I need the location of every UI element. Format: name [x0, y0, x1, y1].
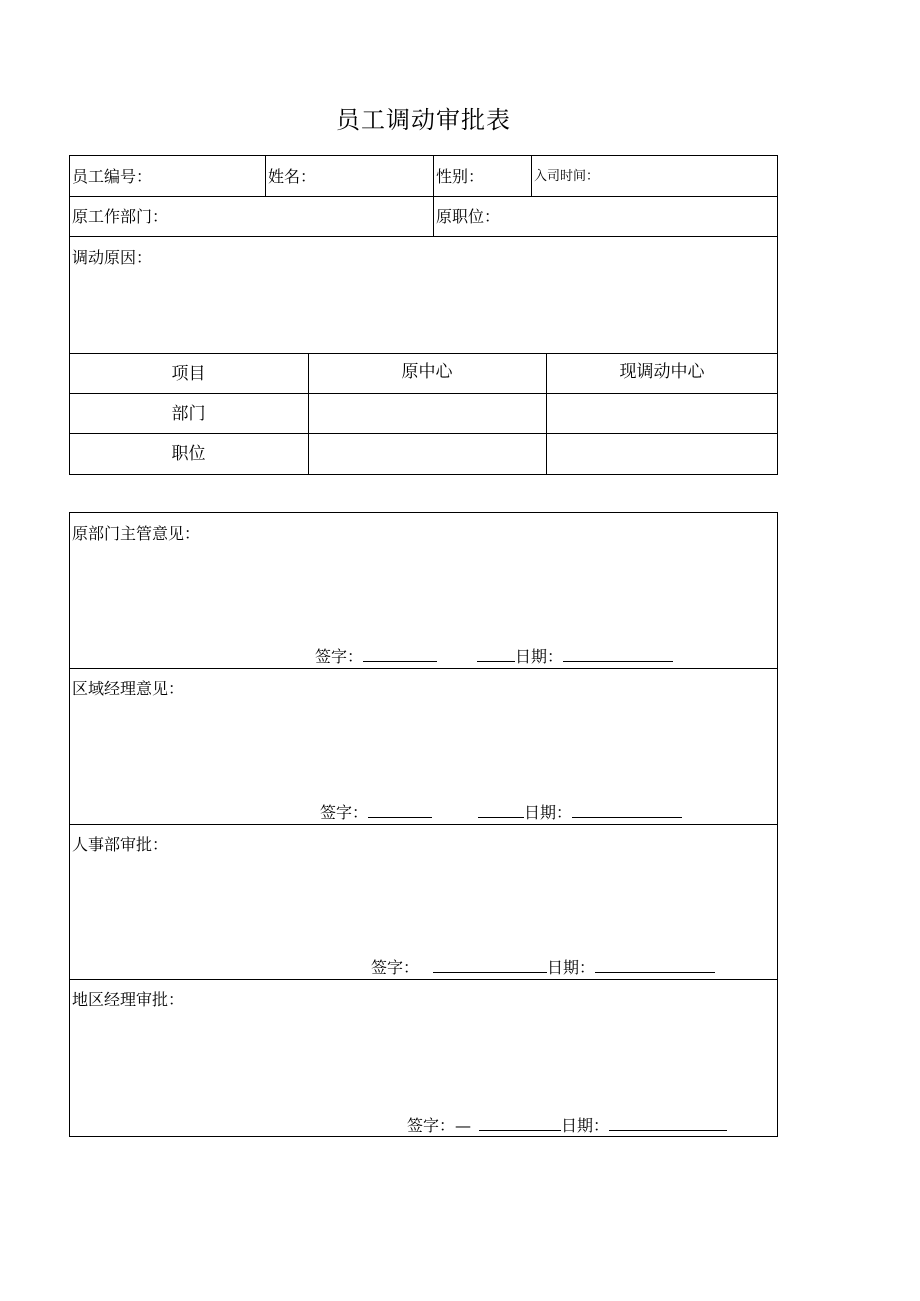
sign-label: 签字：—: [407, 1116, 472, 1135]
employee-id-label: 员工编号：: [72, 167, 153, 186]
sign-blank: [478, 803, 524, 818]
row-divider: [69, 979, 778, 980]
date-label: 日期：: [547, 958, 596, 977]
row-divider: [69, 236, 778, 237]
table-header-orig-center: 原中心: [401, 362, 453, 382]
signature-line: [315, 647, 673, 667]
orig-position-label: 原职位：: [436, 207, 501, 226]
signature-line: [320, 803, 682, 823]
info-table: [69, 155, 778, 475]
approval-label: 人事部审批：: [72, 835, 169, 854]
col-divider: [433, 155, 434, 236]
date-blank: [595, 958, 715, 973]
sign-label: 签字：: [320, 803, 369, 822]
reason-label: 调动原因：: [72, 248, 153, 267]
col-divider: [531, 155, 532, 196]
gender-label: 性别：: [436, 167, 485, 186]
sign-blank: [363, 647, 437, 662]
page-title: 员工调动审批表: [336, 106, 511, 134]
approval-label: 区域经理意见：: [72, 679, 185, 698]
table-header-new-center: 现调动中心: [619, 362, 705, 382]
sign-blank: [433, 958, 547, 973]
hire-date-label: 入司时间：: [534, 169, 600, 184]
approval-label: 原部门主管意见：: [72, 524, 201, 543]
name-label: 姓名：: [268, 167, 317, 186]
date-blank: [563, 647, 673, 662]
approval-label: 地区经理审批：: [72, 990, 185, 1009]
sign-blank: [368, 803, 432, 818]
row-divider: [69, 353, 778, 354]
signature-line: [407, 1116, 727, 1136]
table-header-item: 项目: [171, 364, 206, 384]
table-row-position: 职位: [171, 444, 206, 464]
table-row-dept: 部门: [171, 404, 206, 424]
orig-dept-label: 原工作部门：: [72, 207, 169, 226]
date-blank: [572, 803, 682, 818]
row-divider: [69, 393, 778, 394]
sign-label: 签字：: [371, 958, 420, 977]
row-divider: [69, 433, 778, 434]
row-divider: [69, 668, 778, 669]
row-divider: [69, 196, 778, 197]
sign-label: 签字：: [315, 647, 364, 666]
row-divider: [69, 824, 778, 825]
sign-blank: [479, 1116, 561, 1131]
date-label: 日期：: [524, 803, 573, 822]
date-blank: [609, 1116, 727, 1131]
sign-blank: [477, 647, 515, 662]
col-divider: [265, 155, 266, 196]
signature-line: [371, 958, 715, 978]
date-label: 日期：: [561, 1116, 610, 1135]
date-label: 日期：: [515, 647, 564, 666]
